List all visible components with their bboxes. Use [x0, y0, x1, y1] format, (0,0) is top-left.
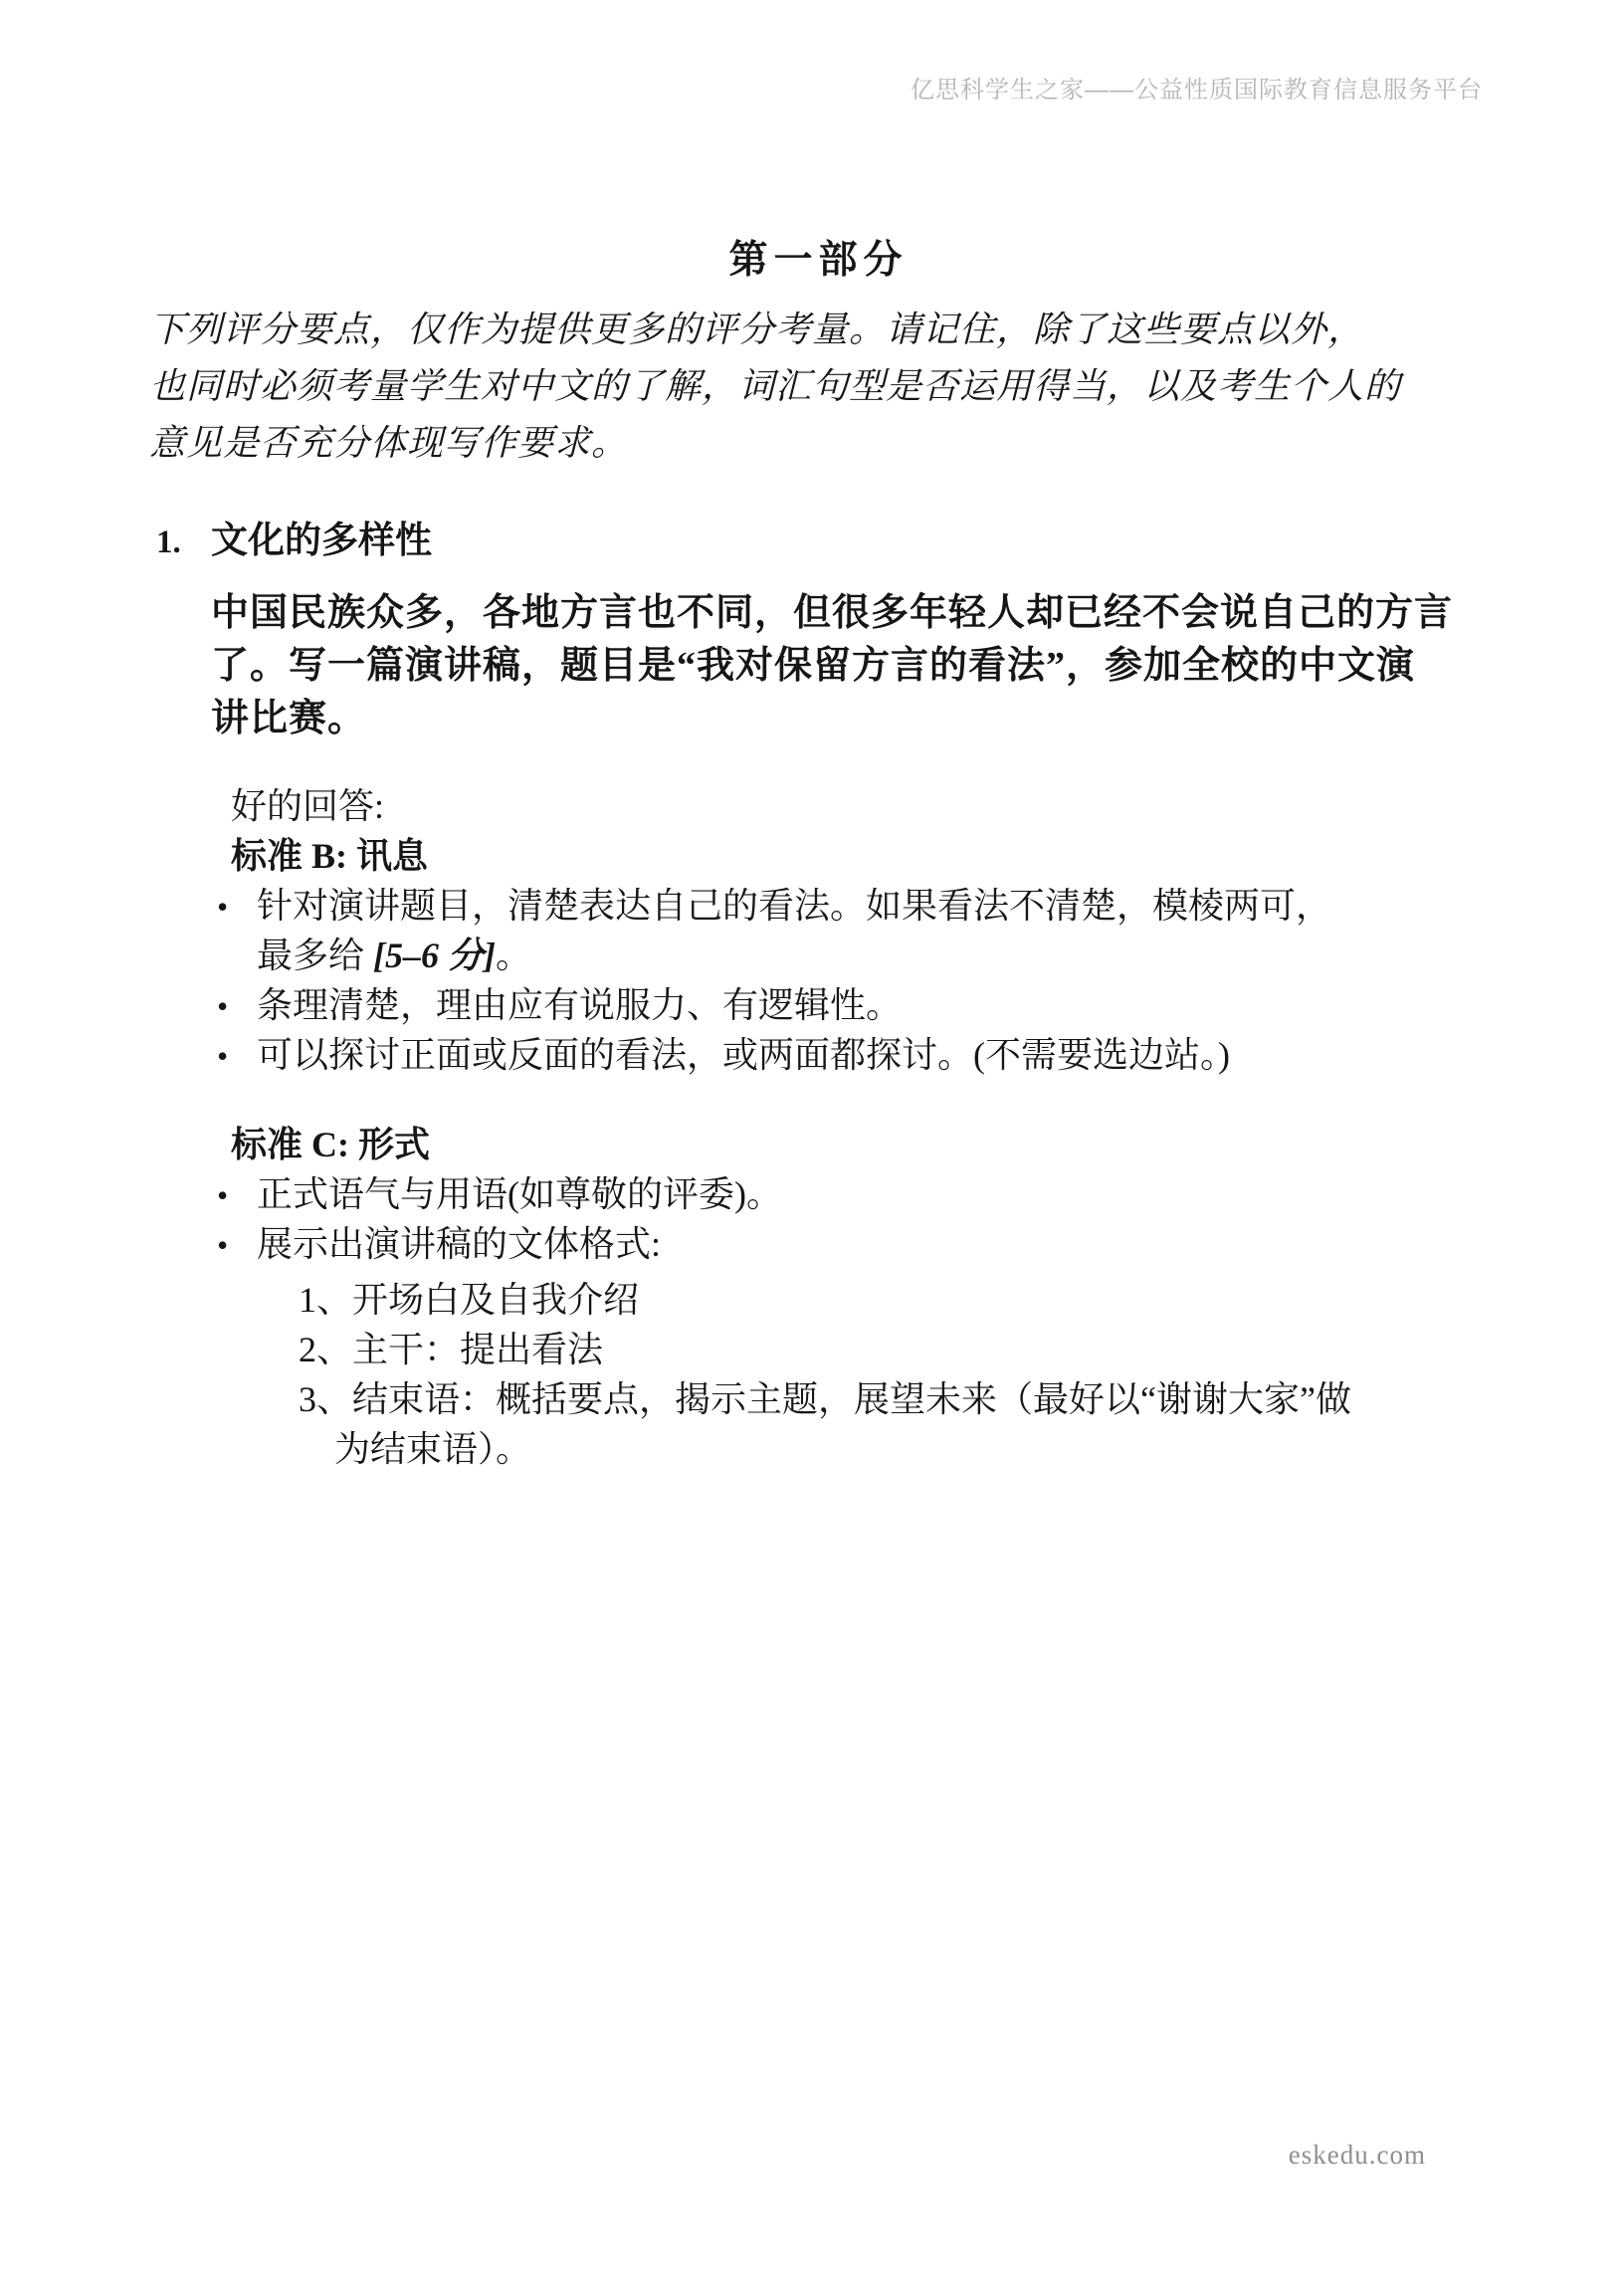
section-number: 1. — [156, 524, 181, 560]
bullet-text: 展示出演讲稿的文体格式: — [257, 1224, 662, 1264]
format-step: 3、结束语：概括要点，揭示主题，展望未来（最好以“谢谢大家”做 为结束语）。 — [299, 1379, 1351, 1469]
criterion-b-bullet-list — [217, 881, 1497, 1080]
bullet-icon: • — [217, 889, 229, 925]
criterion-b-heading: 标准 B: 讯息 — [231, 836, 429, 876]
bullet-text: 可以探讨正面或反面的看法，或两面都探讨。(不需要选边站。) — [257, 1035, 1230, 1075]
intro-paragraph: 下列评分要点，仅作为提供更多的评分考量。请记住，除了这些要点以外， 也同时必须考量学生对中文的了解，词汇句型是否运用得当，以及考生个人的 意见是否充分体现写作要求。 — [149, 310, 1402, 463]
section-heading-row — [156, 510, 432, 563]
criterion-c-bullet-list — [217, 1169, 1497, 1474]
prompt-paragraph: 中国民族众多，各地方言也不同，但很多年轻人却已经不会说自己的方言 了。写一篇演讲稿，题目是“我对保留方言的看法”，参加全校的中文演 讲比赛。 — [211, 592, 1454, 739]
bullet-icon: • — [217, 988, 229, 1024]
bullet-text: 条理清楚，理由应有说服力、有逻辑性。 — [257, 985, 903, 1025]
header-watermark: 亿思科学生之家——公益性质国际教育信息服务平台 — [911, 77, 1483, 104]
bullet-text: 正式语气与用语(如尊敬的评委)。 — [257, 1174, 782, 1214]
bullet-item — [217, 1219, 1497, 1474]
footer-watermark: eskedu.com — [1288, 2140, 1426, 2170]
bullet-icon: • — [217, 1038, 229, 1074]
format-step: 1、开场白及自我介绍 — [299, 1280, 640, 1320]
format-step: 2、主干：提出看法 — [299, 1330, 604, 1369]
bullet-item — [217, 1169, 1497, 1219]
bullet-item — [217, 1030, 1497, 1080]
bullet-item — [217, 980, 1497, 1030]
speech-format-steps — [299, 1275, 1497, 1474]
bullet-icon: • — [217, 1227, 229, 1263]
bullet-text: 针对演讲题目，清楚表达自己的看法。如果看法不清楚，模棱两可， 最多给 [5–6 分]。 — [257, 886, 1332, 975]
bullet-icon: • — [217, 1177, 229, 1213]
bullet-item — [217, 881, 1497, 980]
marking-notes — [217, 781, 1497, 1474]
good-answer-label: 好的回答: — [231, 786, 385, 826]
page-title: 第一部分 — [728, 239, 909, 282]
section-title: 文化的多样性 — [211, 521, 432, 561]
criterion-c-heading: 标准 C: 形式 — [231, 1125, 430, 1164]
